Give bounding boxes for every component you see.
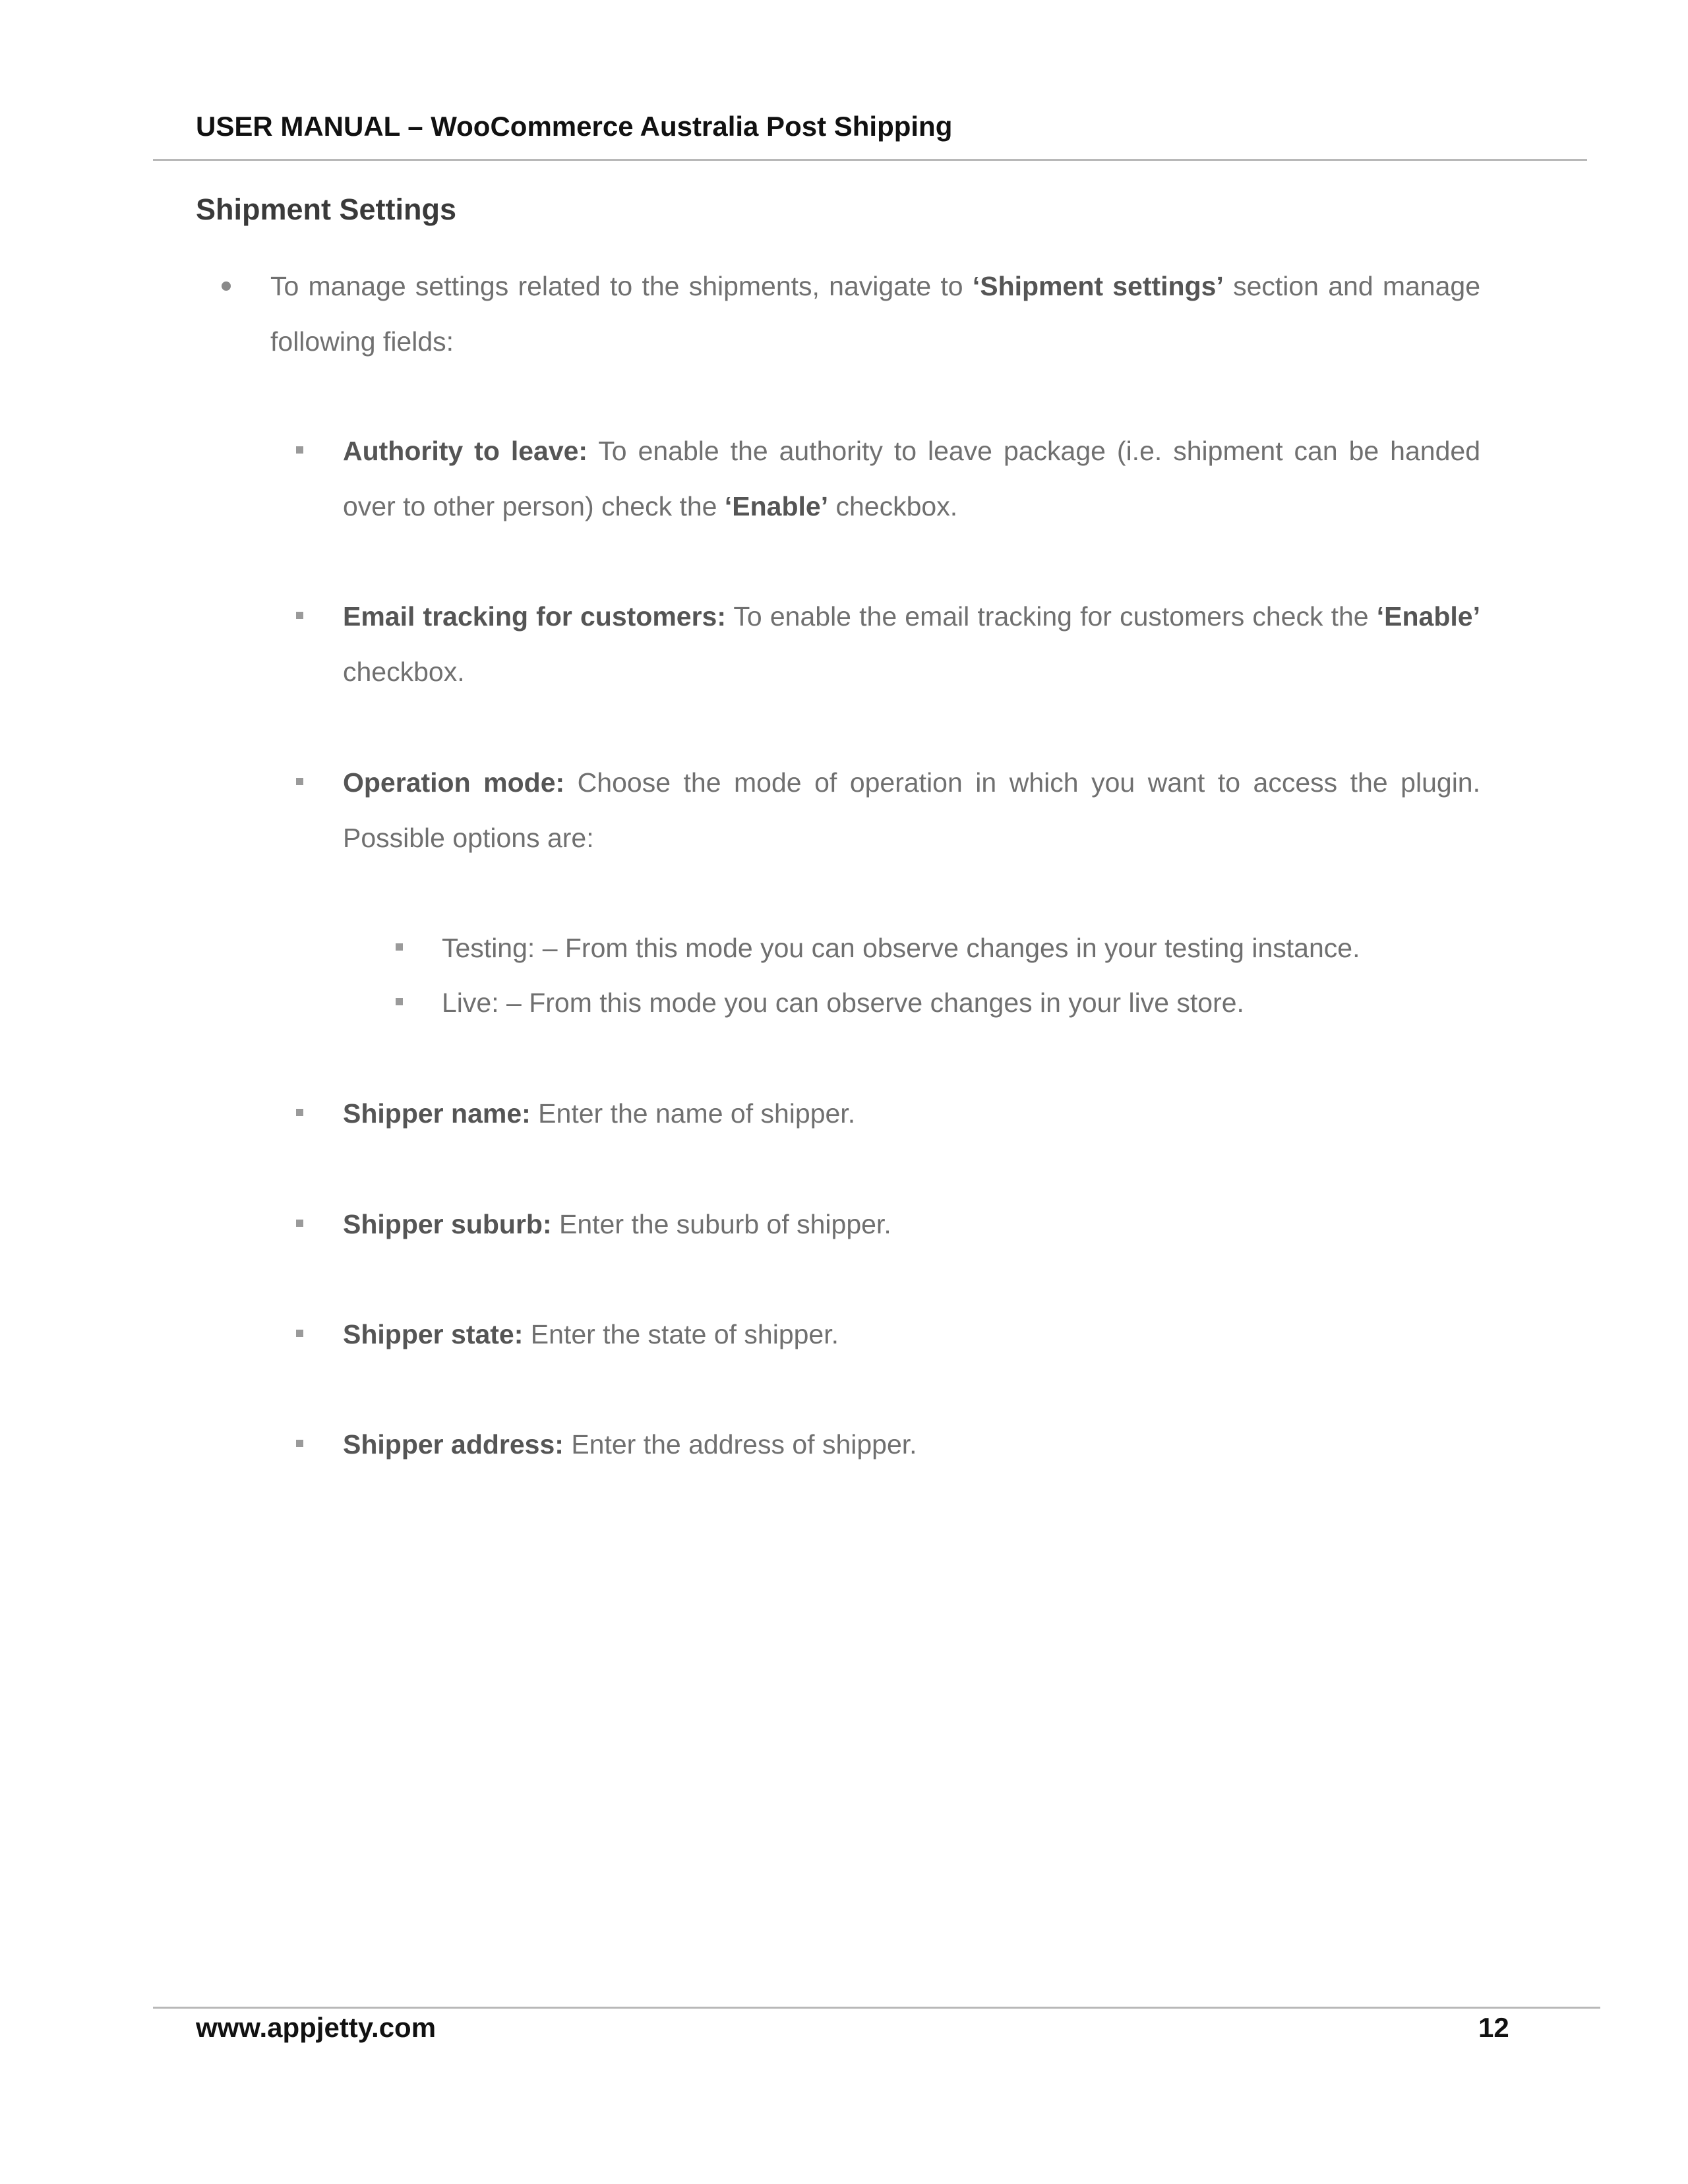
header-divider	[153, 159, 1587, 161]
square-bullet-icon	[296, 1440, 303, 1447]
field-label: Authority to leave:	[343, 436, 588, 466]
section-heading: Shipment Settings	[196, 192, 457, 226]
operation-mode-testing: Testing: – From this mode you can observe changes in your testing instance.	[442, 933, 1360, 963]
field-label: Email tracking for customers:	[343, 601, 726, 632]
field-label: Operation mode:	[343, 767, 565, 798]
field-shipper-state	[343, 1307, 1480, 1362]
field-highlight: ‘Enable’	[1376, 601, 1480, 632]
square-bullet-icon	[296, 778, 303, 785]
field-text-end: checkbox.	[343, 657, 465, 687]
field-text: To enable the email tracking for customers check the	[726, 601, 1377, 632]
footer-website-link[interactable]: www.appjetty.com	[196, 2012, 437, 2043]
operation-mode-live: Live: – From this mode you can observe changes in your live store.	[442, 988, 1244, 1018]
document-header-title: USER MANUAL – WooCommerce Australia Post Shipping	[196, 111, 953, 142]
field-shipper-name	[343, 1086, 1480, 1141]
field-email-tracking	[343, 589, 1480, 699]
square-bullet-icon	[296, 612, 303, 619]
square-bullet-icon	[296, 1109, 303, 1116]
square-bullet-icon	[396, 943, 403, 951]
field-label: Shipper name:	[343, 1098, 531, 1129]
field-authority-to-leave	[343, 423, 1480, 534]
field-label: Shipper suburb:	[343, 1209, 552, 1239]
intro-highlight: ‘Shipment settings’	[972, 271, 1224, 301]
field-text: Enter the address of shipper.	[563, 1429, 917, 1460]
intro-text: To manage settings related to the shipments, navigate to	[270, 271, 973, 301]
footer-divider	[153, 2007, 1600, 2009]
field-label: Shipper state:	[343, 1319, 524, 1349]
field-text: To enable the authority to leave package (i.e. shipment can be handed over to other person) check the	[343, 436, 1480, 521]
field-text-end: checkbox.	[828, 491, 958, 521]
square-bullet-icon	[296, 446, 303, 454]
field-highlight: ‘Enable’	[724, 491, 829, 521]
field-text: Enter the suburb of shipper.	[551, 1209, 891, 1239]
field-shipper-suburb	[343, 1196, 1480, 1252]
field-operation-mode	[343, 755, 1480, 866]
field-text: Enter the state of shipper.	[523, 1319, 839, 1349]
field-shipper-address	[343, 1417, 1480, 1472]
square-bullet-icon	[296, 1220, 303, 1227]
page-number: 12	[1478, 2012, 1509, 2043]
square-bullet-icon	[296, 1330, 303, 1337]
square-bullet-icon	[396, 998, 403, 1005]
field-label: Shipper address:	[343, 1429, 564, 1460]
bullet-dot-icon	[222, 281, 231, 291]
intro-text-end: section and manage following fields:	[270, 271, 1481, 357]
intro-paragraph	[270, 258, 1480, 369]
field-text: Enter the name of shipper.	[530, 1098, 856, 1129]
field-text: Choose the mode of operation in which you want to access the plugin. Possible options are:	[343, 767, 1480, 853]
